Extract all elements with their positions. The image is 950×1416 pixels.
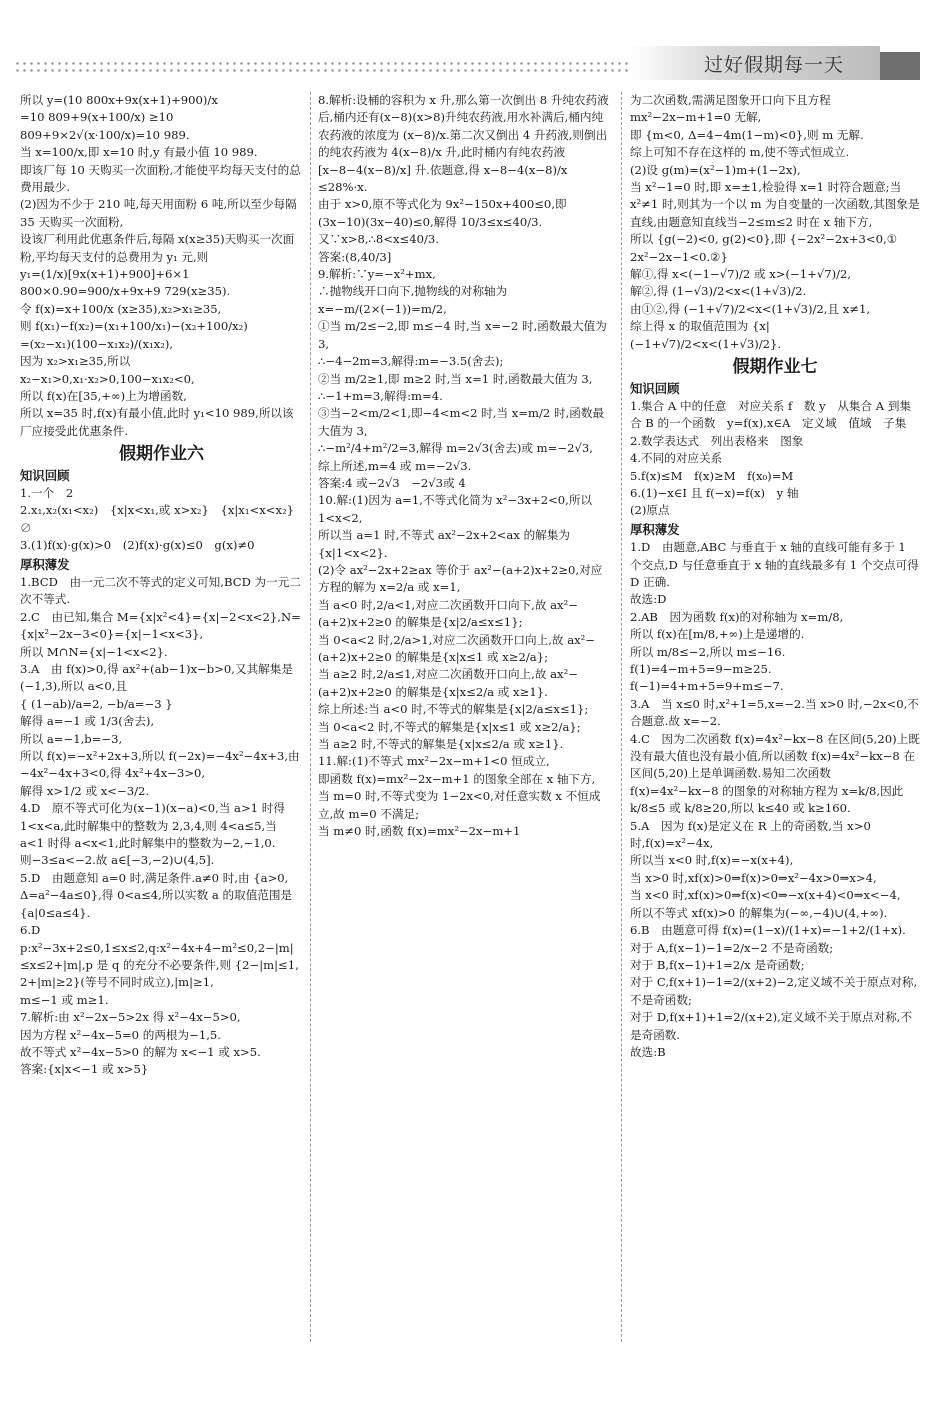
text-line: 4.C 因为二次函数 f(x)=4x²−kx−8 在区间(5,20)上既没有最大值也没有最小值,所以函数 f(x)=4x²−kx−8 在区间(5,20)上是单调函数.易知二次函数 f(x)=4x²−kx−8 的图象的对称轴方程为 x=k/8,因此 k/8≤5 或 k/8≥20,所以 k≤40 或 k≥160. bbox=[630, 731, 920, 816]
text-line: 5.D 由题意知 a=0 时,满足条件.a≠0 时,由 {a>0, Δ=a²−4a≤0},得 0<a≤4,所以实数 a 的取值范围是{a|0≤a≤4}. bbox=[20, 870, 293, 920]
text-line: 解得 a=−1 或 1/3(舍去), bbox=[20, 714, 155, 729]
text-line: 对于 A,f(x−1)−1=2/x−2 不是奇函数; bbox=[630, 940, 834, 955]
section-title: 假期作业七 bbox=[732, 357, 818, 378]
subsection-title: 厚积薄发 bbox=[20, 556, 70, 572]
text-line: 故选:D bbox=[630, 592, 667, 607]
text-line: { (1−ab)/a=2, −b/a=−3 } bbox=[20, 696, 173, 711]
text-line: 所以 m/8≤−2,所以 m≤−16. bbox=[630, 644, 786, 659]
text-line: f(1)=4−m+5=9−m≥25. bbox=[630, 662, 772, 676]
text-line: 答案:{x|x<−1 或 x>5} bbox=[20, 1062, 149, 1077]
column-left bbox=[20, 92, 306, 1079]
text-line: 1.BCD 由一元二次不等式的定义可知,BCD 为一元二次不等式. bbox=[20, 574, 301, 607]
subsection-title: 知识回顾 bbox=[20, 467, 70, 483]
text-line: 所以 y=(10 800x+9x(x+1)+900)/x bbox=[20, 93, 218, 107]
text-line: 5.A 因为 f(x)是定义在 R 上的奇函数,当 x>0 时,f(x)=x²−4x, bbox=[630, 818, 875, 851]
text-line: 则 f(x₁)−f(x₂)=(x₁+100/x₁)−(x₂+100/x₂) bbox=[20, 319, 248, 334]
text-line: 6.D p:x²−3x+2≤0,1≤x≤2,q:x²−4x+4−m²≤0,2−|m|≤x≤2+|m|,p 是 q 的充分不必要条件,则 {2−|m|≤1, 2+|m|≥2}(等号不同时成立),|m|≥1, bbox=[20, 923, 303, 990]
dotted-rule bbox=[14, 60, 634, 74]
text-line: (2)设 g(m)=(x²−1)m+(1−2x), bbox=[630, 162, 801, 177]
text-line: 4.不同的对应关系 bbox=[630, 451, 723, 466]
text-line: 综上可知不存在这样的 m,使不等式恒成立. bbox=[630, 145, 850, 160]
text-line: f(−1)=4+m+5=9+m≤−7. bbox=[630, 679, 784, 694]
text-line: 6.B 由题意可得 f(x)=(1−x)/(1+x)=−1+2/(1+x). bbox=[630, 923, 906, 938]
text-line: 由①②,得 (−1+√7)/2<x<(1+√3)/2,且 x≠1, bbox=[630, 301, 871, 316]
text-line: 当 0<a<2 时,2/a>1,对应二次函数开口向上,故 ax²−(a+2)x+2≥0 的解集是{x|x≤1 或 x≥2/a}; bbox=[318, 632, 596, 664]
text-line: 所以不等式 xf(x)>0 的解集为(−∞,−4)∪(4,+∞). bbox=[630, 905, 888, 920]
text-line: 因为方程 x²−4x−5=0 的两根为−1,5. bbox=[20, 1027, 221, 1042]
text-line: 因为 x₂>x₁≥35,所以 x₂−x₁>0,x₁·x₂>0,100−x₁x₂<0, bbox=[20, 354, 195, 386]
text-line: 为二次函数,需满足图象开口向下且方程 mx²−2x−m+1=0 无解, bbox=[630, 93, 835, 125]
text-line: 所以 a=−1,b=−3, bbox=[20, 731, 123, 746]
text-line: 2.x₁,x₂(x₁<x₂) {x|x<x₁,或 x>x₂} {x|x₁<x<x₂} ∅ bbox=[20, 503, 306, 535]
answer-list bbox=[20, 574, 303, 1079]
text-line: (2)因为不少于 210 吨,每天用面粉 6 吨,所以至少每隔 35 天购买一次面粉, bbox=[20, 197, 301, 229]
text-line: 当 x<0 时,xf(x)>0⇒f(x)<0⇒−x(x+4)<0⇒x<−4, bbox=[630, 888, 901, 903]
text-line: 故不等式 x²−4x−5>0 的解为 x<−1 或 x>5. bbox=[20, 1044, 261, 1059]
column-middle bbox=[318, 92, 612, 840]
section-title: 假期作业六 bbox=[119, 444, 204, 465]
text-line: 当 m=0 时,不等式变为 1−2x<0,对任意实数 x 不恒成立,故 m=0 不满足; bbox=[318, 789, 601, 821]
text-line: 所以当 x<0 时,f(x)=−x(x+4), bbox=[630, 853, 794, 868]
text-line: 当 0<a<2 时,不等式的解集是{x|x≤1 或 x≥2/a}; bbox=[318, 719, 581, 734]
solution-continued bbox=[630, 92, 920, 353]
text-line: 故选:B bbox=[630, 1044, 666, 1059]
text-line: 则−3≤a<−2.故 a∈[−3,−2)∪(4,5]. bbox=[20, 853, 215, 868]
text-line: 解得 x>1/2 或 x<−3/2. bbox=[20, 783, 150, 798]
text-line: ①当 m/2≤−2,即 m≤−4 时,当 x=−2 时,函数最大值为 3, bbox=[318, 319, 611, 351]
text-line: 所以 f(x)在[m/8,+∞)上是递增的. bbox=[630, 627, 805, 642]
text-line: 当 x=100/x,即 x=10 时,y 有最小值 10 989. bbox=[20, 145, 258, 160]
text-line: 4.D 原不等式可化为(x−1)(x−a)<0,当 a>1 时得 1<x<a,此时解集中的整数为 2,3,4,则 4<a≤5,当 a<1 时得 a<x<1,此时解集中的整数为−2,−1,0. bbox=[20, 801, 289, 851]
text-line: 5.f(x)≤M f(x)≥M f(x₀)=M bbox=[630, 468, 794, 483]
text-line: 当 a<0 时,2/a<1,对应二次函数开口向下,故 ax²−(a+2)x+2≥0 的解集是{x|2/a≤x≤1}; bbox=[318, 597, 578, 630]
text-line: 所以 M∩N={x|−1<x<2}. bbox=[20, 644, 168, 659]
text-line: 当 x²−1=0 时,即 x=±1,检验得 x=1 时符合题意;当 x²≠1 时,则其为一个以 m 为自变量的一次函数,其图象是直线,由题意知直线当−2≤m≤2 时在 x 轴下方, bbox=[630, 180, 920, 229]
text-line: 当 a≥2 时,2/a≤1,对应二次函数开口向上,故 ax²−(a+2)x+2≥0 的解集是{x|x≤2/a 或 x≥1}. bbox=[318, 667, 578, 699]
text-line: 当 m≠0 时,函数 f(x)=mx²−2x−m+1 bbox=[318, 824, 521, 839]
text-line: m≤−1 或 m≥1. bbox=[20, 992, 109, 1007]
text-line: 即该厂每 10 天购买一次面粉,才能使平均每天支付的总费用最少. bbox=[20, 162, 301, 195]
header-tab bbox=[880, 52, 920, 80]
text-line: 所以 f(x)=−x²+2x+3,所以 f(−2x)=−4x²−4x+3,由−4x²−4x+3<0,得 4x²+4x−3>0, bbox=[20, 749, 300, 781]
text-line: 2.AB 因为函数 f(x)的对称轴为 x=m/8, bbox=[630, 609, 844, 624]
text-line: 综上所述:当 a<0 时,不等式的解集是{x|2/a≤x≤1}; bbox=[318, 702, 589, 717]
text-line: ∴抛物线开口向下,抛物线的对称轴为 x=−m/(2×(−1))=m/2, bbox=[318, 284, 511, 316]
text-line: 2.C 由已知,集合 M={x|x²<4}={x|−2<x<2},N={x|x²−2x−3<0}={x|−1<x<3}, bbox=[20, 609, 301, 642]
review-list bbox=[630, 398, 920, 520]
text-line: 9.解析:∵y=−x²+mx, bbox=[318, 267, 436, 282]
text-line: =10 809+9(x+100/x) ≥10 809+9×2√(x·100/x)=10 989. bbox=[20, 110, 190, 142]
text-line: ②当 m/2≥1,即 m≥2 时,当 x=1 时,函数最大值为 3, bbox=[318, 371, 593, 386]
text-line: 所以 x=35 时,f(x)有最小值,此时 y₁<10 989,所以该厂应接受此优惠条件. bbox=[20, 406, 294, 438]
text-line: 又∵x>8,∴8<x≤40/3. bbox=[318, 232, 439, 247]
subsection-title: 厚积薄发 bbox=[630, 521, 680, 537]
text-line: 7.解析:由 x²−2x−5>2x 得 x²−4x−5>0, bbox=[20, 1010, 241, 1025]
text-line: 综上所述,m=4 或 m=−2√3. bbox=[318, 458, 472, 473]
solution-continued bbox=[20, 92, 303, 440]
column-divider bbox=[621, 92, 622, 1342]
text-line: 综上得 x 的取值范围为 {x|(−1+√7)/2<x<(1+√3)/2}. bbox=[630, 319, 782, 351]
text-line: 所以当 a=1 时,不等式 ax²−2x+2<ax 的解集为{x|1<x<2}. bbox=[318, 528, 570, 560]
text-line: 解②,得 (1−√3)/2<x<(1+√3)/2. bbox=[630, 284, 807, 299]
text-line: 即 {m<0, Δ=4−4m(1−m)<0},则 m 无解. bbox=[630, 127, 864, 142]
text-line: 2.数学表达式 列出表格来 图象 bbox=[630, 433, 804, 448]
text-line: ③当−2<m/2<1,即−4<m<2 时,当 x=m/2 时,函数最大值为 3, bbox=[318, 406, 605, 438]
text-line: 答案:(8,40/3] bbox=[318, 249, 392, 264]
text-line: 1.集合 A 中的任意 对应关系 f 数 y 从集合 A 到集合 B 的一个函数 y=f(x),x∈A 定义域 值域 子集 bbox=[630, 398, 912, 431]
text-line: 8.解析:设桶的容积为 x 升,那么第一次倒出 8 升纯农药液后,桶内还有(x−8)(x>8)升纯农药液,用水补满后,桶内纯农药液的浓度为 (x−8)/x.第二次又倒出 4 升药液,则倒出的纯农药液为 4(x−8)/x 升,此时桶内有纯农药液 [x−8−4(x−8)/x] 升.依题意,得 x−8−4(x−8)/x ≤28%·x. bbox=[318, 93, 609, 195]
text-line: 3.A 当 x≤0 时,x²+1=5,x=−2.当 x>0 时,−2x<0,不合题意.故 x=−2. bbox=[630, 696, 919, 729]
text-line: 1.D 由题意,ABC 与垂直于 x 轴的直线可能有多于 1 个交点,D 与任意垂直于 x 轴的直线最多有 1 个交点可得 D 正确. bbox=[630, 540, 923, 589]
text-line: 对于 C,f(x+1)−1=2/(x+2)−2,定义域不关于原点对称,不是奇函数; bbox=[630, 975, 918, 1007]
text-line: 解①,得 x<(−1−√7)/2 或 x>(−1+√7)/2, bbox=[630, 267, 852, 282]
text-line: 即函数 f(x)=mx²−2x−m+1 的图象全部在 x 轴下方, bbox=[318, 771, 596, 786]
text-line: 3.(1)f(x)·g(x)>0 (2)f(x)·g(x)≤0 g(x)≠0 bbox=[20, 538, 255, 553]
text-line: (2)原点 bbox=[630, 503, 670, 518]
text-line: 当 a≥2 时,不等式的解集是{x|x≤2/a 或 x≥1}. bbox=[318, 737, 564, 752]
text-line: ∴−m²/4+m²/2=3,解得 m=2√3(舍去)或 m=−2√3, bbox=[318, 441, 593, 456]
subsection-title: 知识回顾 bbox=[630, 380, 680, 396]
text-line: ∴−1+m=3,解得:m=4. bbox=[318, 388, 443, 403]
page-header bbox=[0, 0, 950, 82]
text-line: 令 f(x)=x+100/x (x≥35),x₂>x₁≥35, bbox=[20, 301, 222, 316]
text-line: 由于 x>0,原不等式化为 9x²−150x+400≤0,即(3x−10)(3x−40)≤0,解得 10/3≤x≤40/3. bbox=[318, 197, 567, 229]
text-line: 6.(1)−x∈I 且 f(−x)=f(x) y 轴 bbox=[630, 485, 799, 500]
column-divider bbox=[310, 92, 311, 1342]
text-line: (2)令 ax²−2x+2≥ax 等价于 ax²−(a+2)x+2≥0,对应方程的解为 x=2/a 或 x=1, bbox=[318, 562, 603, 595]
text-line: 1.一个 2 bbox=[20, 485, 74, 500]
answer-list bbox=[630, 539, 923, 1061]
text-line: 3.A 由 f(x)>0,得 ax²+(ab−1)x−b>0,又其解集是(−1,3),所以 a<0,且 bbox=[20, 662, 293, 694]
text-line: 当 x>0 时,xf(x)>0⇒f(x)>0⇒x²−4x>0⇒x>4, bbox=[630, 870, 877, 885]
header-band bbox=[630, 46, 880, 80]
text-line: =(x₂−x₁)(100−x₁x₂)/(x₁x₂), bbox=[20, 336, 174, 351]
text-line: ∴−4−2m=3,解得:m=−3.5(舍去); bbox=[318, 354, 504, 369]
review-list bbox=[20, 485, 306, 555]
text-line: y₁=(1/x)[9x(x+1)+900]+6×1 800×0.90=900/x+9x+9 729(x≥35). bbox=[20, 267, 231, 299]
text-line: 对于 B,f(x−1)+1=2/x 是奇函数; bbox=[630, 957, 805, 972]
text-line: 11.解:(1)不等式 mx²−2x−m+1<0 恒成立, bbox=[318, 754, 550, 769]
answer-list bbox=[318, 92, 612, 840]
text-line: 10.解:(1)因为 a=1,不等式化简为 x²−3x+2<0,所以 1<x<2, bbox=[318, 493, 596, 525]
text-line: 设该厂利用此优惠条件后,每隔 x(x≥35)天购买一次面粉,平均每天支付的总费用为 y₁ 元,则 bbox=[20, 232, 295, 264]
column-right bbox=[630, 92, 923, 1061]
text-line: 所以 {g(−2)<0, g(2)<0},即 {−2x²−2x+3<0,① 2x²−2x−1<0.②} bbox=[630, 232, 901, 264]
text-line: 所以 f(x)在[35,+∞)上为增函数, bbox=[20, 388, 187, 403]
text-line: 答案:4 或−2√3 −2√3或 4 bbox=[318, 475, 466, 490]
header-title: 过好假期每一天 bbox=[703, 54, 844, 76]
text-line: 对于 D,f(x+1)+1=2/(x+2),定义域不关于原点对称,不是奇函数. bbox=[630, 1010, 913, 1042]
